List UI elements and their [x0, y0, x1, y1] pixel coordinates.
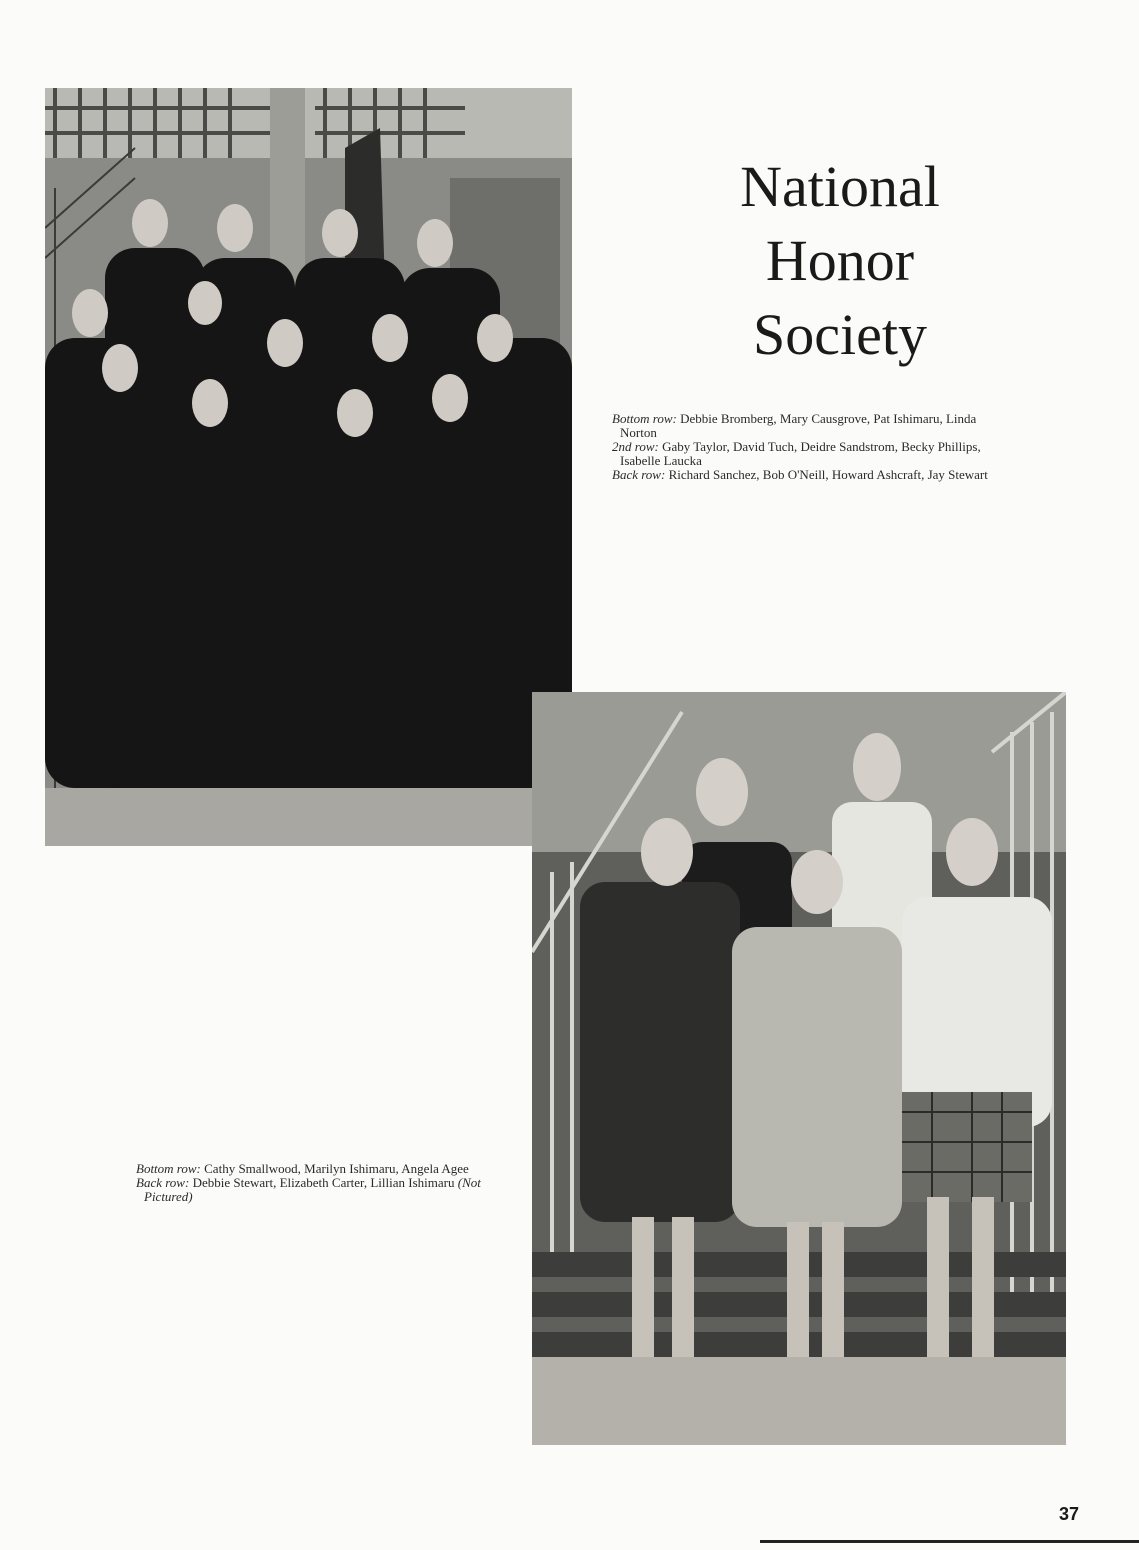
- row-names: Debbie Stewart, Elizabeth Carter, Lillian Ishimaru: [192, 1175, 455, 1190]
- row-names: Debbie Bromberg, Mary Causgrove, Pat Ishimaru, Linda Norton: [620, 411, 977, 440]
- bottom-rule: [760, 1540, 1139, 1543]
- group-photo-girls: [532, 692, 1066, 1445]
- caption-row: [136, 1162, 498, 1176]
- caption-row: [612, 468, 990, 482]
- row-label: 2nd row:: [612, 439, 659, 454]
- group-photo-robes: [45, 88, 572, 846]
- title-line-national: National: [740, 154, 940, 219]
- photo-caption-robes: [612, 412, 990, 482]
- page-title: [690, 150, 990, 372]
- not-pictured-note: (Not Pictured): [144, 1175, 481, 1204]
- row-label: Bottom row:: [136, 1161, 201, 1176]
- page-number: 37: [1058, 1504, 1079, 1524]
- row-label: Back row:: [612, 467, 666, 482]
- row-label: Bottom row:: [612, 411, 677, 426]
- row-names: Gaby Taylor, David Tuch, Deidre Sandstrom, Becky Phillips, Isabelle Laucka: [620, 439, 981, 468]
- row-names: Richard Sanchez, Bob O'Neill, Howard Ashcraft, Jay Stewart: [668, 467, 988, 482]
- row-names: Cathy Smallwood, Marilyn Ishimaru, Angela Agee: [204, 1161, 469, 1176]
- caption-row: [612, 412, 990, 440]
- caption-row: [136, 1176, 498, 1204]
- photo-caption-girls: [136, 1162, 498, 1204]
- caption-row: [612, 440, 990, 468]
- title-line-honor: Honor: [765, 228, 915, 293]
- title-line-society: Society: [753, 302, 927, 367]
- row-label: Back row:: [136, 1175, 190, 1190]
